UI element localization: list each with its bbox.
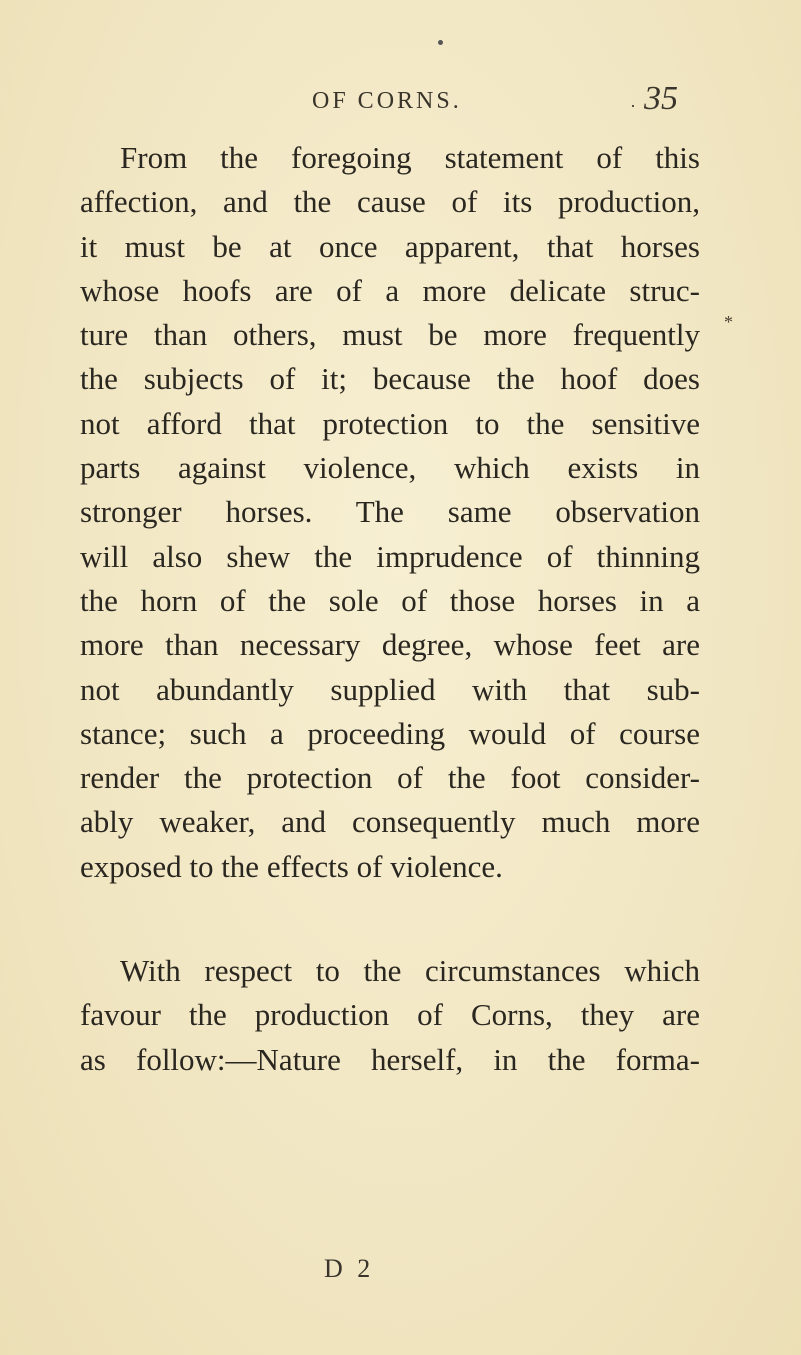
- page-number: 35: [644, 80, 678, 117]
- text-line: the subjects of it; because the hoof does: [80, 361, 700, 397]
- text-line: exposed to the effects of violence.: [80, 848, 503, 884]
- paragraph-gap: [80, 889, 700, 949]
- text-line: ably weaker, and consequently much more: [80, 804, 700, 840]
- text-line: whose hoofs are of a more delicate struc-: [80, 272, 700, 308]
- text-line: not afford that protection to the sensitive: [80, 405, 700, 441]
- signature-mark: D 2: [324, 1254, 375, 1283]
- text-line: the horn of the sole of those horses in a: [80, 582, 700, 618]
- text-line: ture than others, must be more frequently: [80, 317, 700, 353]
- text-line: From the foregoing statement of this: [120, 140, 700, 175]
- text-line: affection, and the cause of its production,: [80, 184, 700, 220]
- text-line: render the protection of the foot consider-: [80, 760, 700, 796]
- text-line: as follow:—Nature herself, in the forma-: [80, 1041, 700, 1077]
- paragraph-2: [80, 949, 700, 1082]
- text-line: stance; such a proceeding would of course: [80, 715, 700, 751]
- text-line: favour the production of Corns, they are: [80, 997, 700, 1033]
- print-speck: [438, 40, 443, 45]
- text-line: With respect to the circumstances which: [120, 953, 700, 989]
- running-title: OF CORNS.: [312, 88, 462, 114]
- paragraph-1: [80, 136, 700, 889]
- text-line: it must be at once apparent, that horses: [80, 228, 700, 264]
- margin-mark: *: [724, 312, 733, 332]
- running-head: [0, 80, 801, 128]
- text-line: parts against violence, which exists in: [80, 450, 700, 486]
- body-text: [80, 136, 700, 1082]
- text-line: more than necessary degree, whose feet are: [80, 627, 700, 663]
- text-line: not abundantly supplied with that sub-: [80, 671, 700, 707]
- text-line: stronger horses. The same observation: [80, 494, 700, 530]
- text-line: will also shew the imprudence of thinning: [80, 538, 700, 574]
- running-head-dot: ·: [630, 96, 636, 116]
